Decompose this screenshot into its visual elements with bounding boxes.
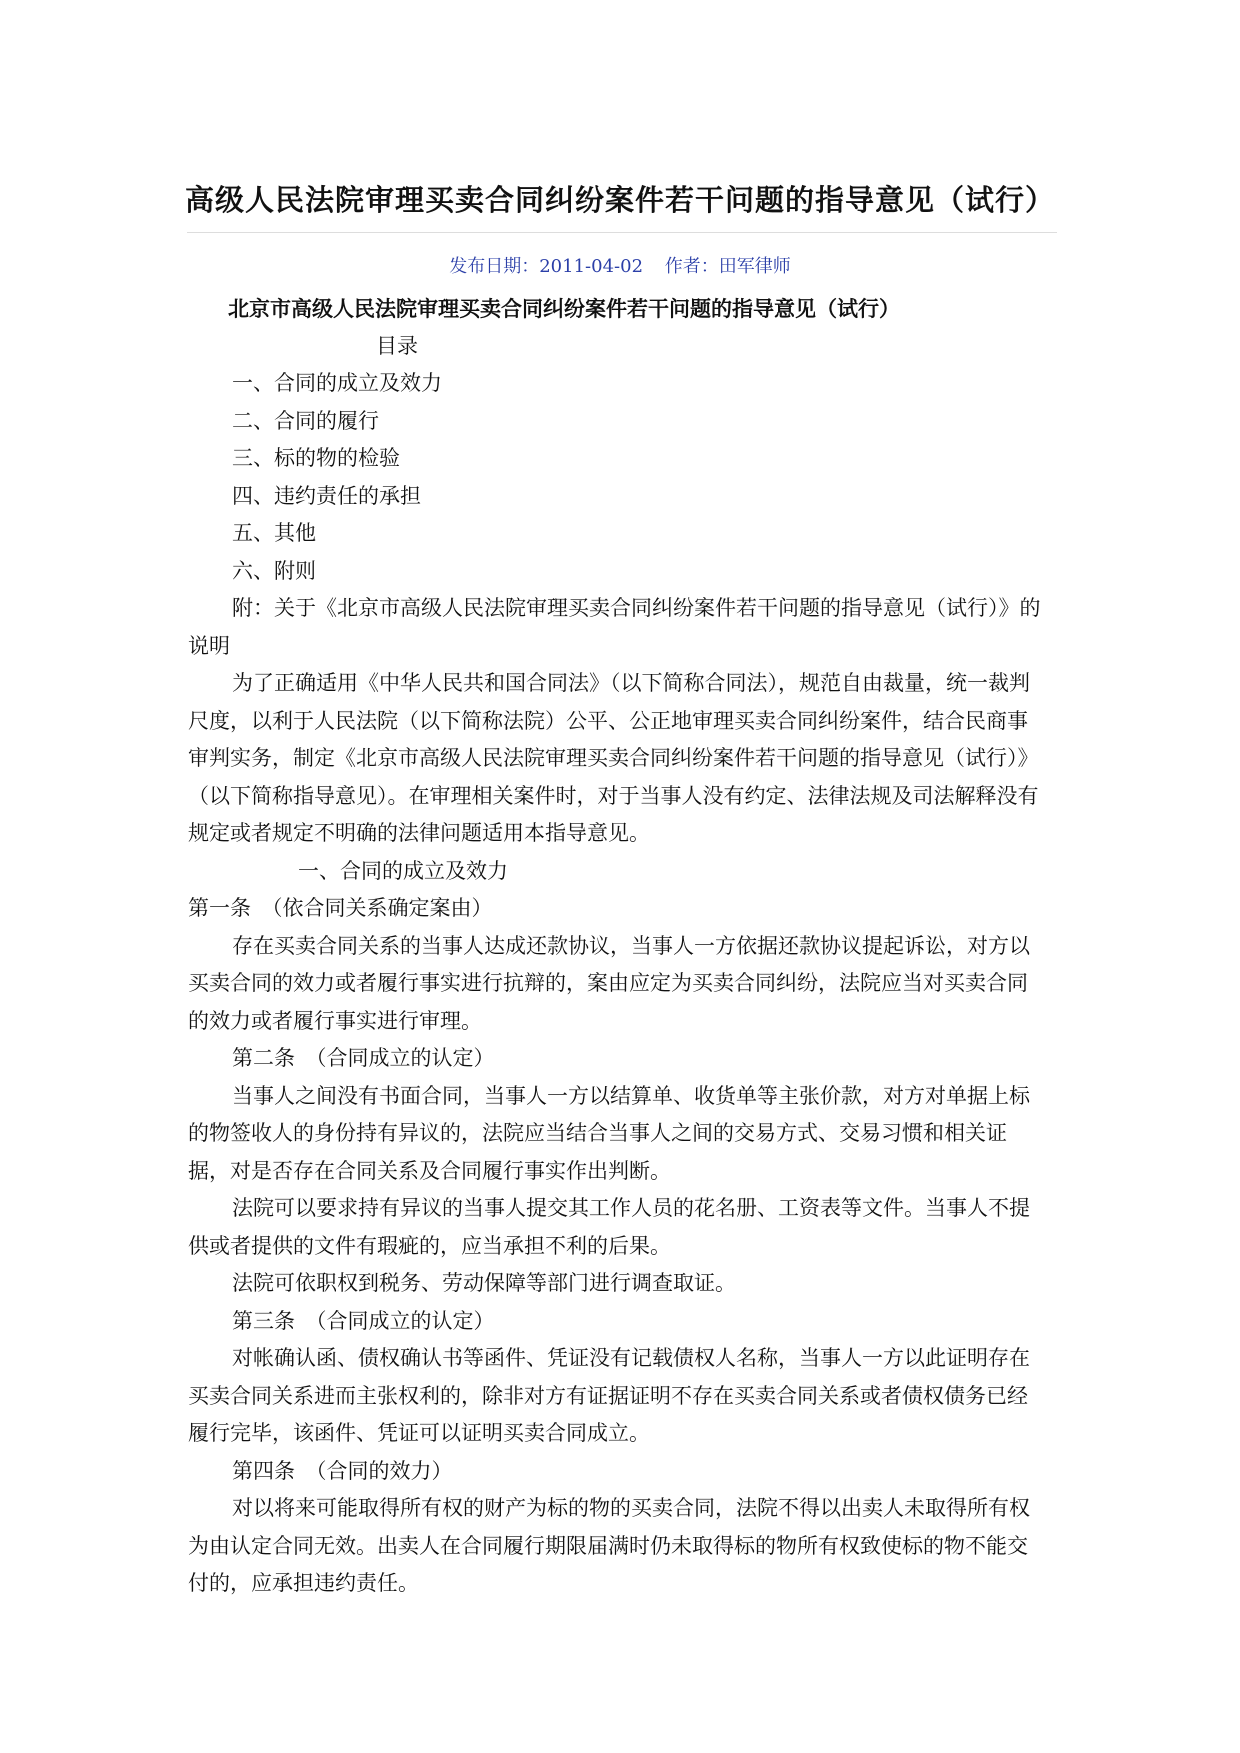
title-divider xyxy=(187,232,1057,233)
document-body xyxy=(188,290,1048,1603)
article-paragraph: 对帐确认函、债权确认书等函件、凭证没有记载债权人名称，当事人一方以此证明存在买卖合同关系进而主张权利的，除非对方有证据证明不存在买卖合同关系或者债权债务已经履行完毕，该函件、凭证可以证明买卖合同成立。 xyxy=(188,1346,1030,1445)
toc-item: 六、附则 xyxy=(232,558,316,583)
toc-item: 四、违约责任的承担 xyxy=(232,483,421,508)
preamble: 为了正确适用《中华人民共和国合同法》（以下简称合同法），规范自由裁量，统一裁判尺度，以利于人民法院（以下简称法院）公平、公正地审理买卖合同纠纷案件，结合民商事审判实务，制定《北京市高级人民法院审理买卖合同纠纷案件若干问题的指导意见（试行）》（以下简称指导意见）。在审理相关案件时，对于当事人没有约定、法律法规及司法解释没有规定或者规定不明确的法律问题适用本指导意见。 xyxy=(188,671,1039,845)
article-paragraph: 法院可依职权到税务、劳动保障等部门进行调查取证。 xyxy=(232,1271,736,1295)
article-heading: 第二条 （合同成立的认定） xyxy=(232,1046,495,1070)
article-paragraph: 存在买卖合同关系的当事人达成还款协议，当事人一方依据还款协议提起诉讼，对方以买卖合同的效力或者履行事实进行抗辩的，案由应定为买卖合同纠纷，法院应当对买卖合同的效力或者履行事实进行审理。 xyxy=(188,933,1030,1033)
section-heading: 一、合同的成立及效力 xyxy=(298,858,508,883)
toc-item: 二、合同的履行 xyxy=(232,408,379,433)
appendix-note: 附：关于《北京市高级人民法院审理买卖合同纠纷案件若干问题的指导意见（试行）》的说明 xyxy=(188,596,1041,658)
article-heading: 第一条 （依合同关系确定案由） xyxy=(188,896,493,920)
author: 作者：田军律师 xyxy=(664,256,791,277)
document-title: 高级人民法院审理买卖合同纠纷案件若干问题的指导意见（试行） xyxy=(184,183,1055,217)
publish-date: 发布日期：2011-04-02 xyxy=(449,256,644,277)
document-subtitle: 北京市高级人民法院审理买卖合同纠纷案件若干问题的指导意见（试行） xyxy=(228,296,900,321)
toc-heading: 目录 xyxy=(376,333,418,358)
article-heading: 第四条 （合同的效力） xyxy=(232,1458,453,1483)
article-paragraph: 对以将来可能取得所有权的财产为标的物的买卖合同，法院不得以出卖人未取得所有权为由认定合同无效。出卖人在合同履行期限届满时仍未取得标的物所有权致使标的物不能交付的，应承担违约责任。 xyxy=(188,1496,1030,1595)
article-heading: 第三条 （合同成立的认定） xyxy=(232,1308,495,1333)
toc-item: 一、合同的成立及效力 xyxy=(232,371,442,395)
toc-item: 五、其他 xyxy=(232,521,316,545)
toc-item: 三、标的物的检验 xyxy=(232,446,400,470)
article-paragraph: 当事人之间没有书面合同，当事人一方以结算单、收货单等主张价款，对方对单据上标的物签收人的身份持有异议的，法院应当结合当事人之间的交易方式、交易习惯和相关证据，对是否存在合同关系及合同履行事实作出判断。 xyxy=(188,1083,1030,1183)
document-meta xyxy=(0,252,1240,278)
article-paragraph: 法院可以要求持有异议的当事人提交其工作人员的花名册、工资表等文件。当事人不提供或者提供的文件有瑕疵的，应当承担不利的后果。 xyxy=(188,1196,1030,1258)
